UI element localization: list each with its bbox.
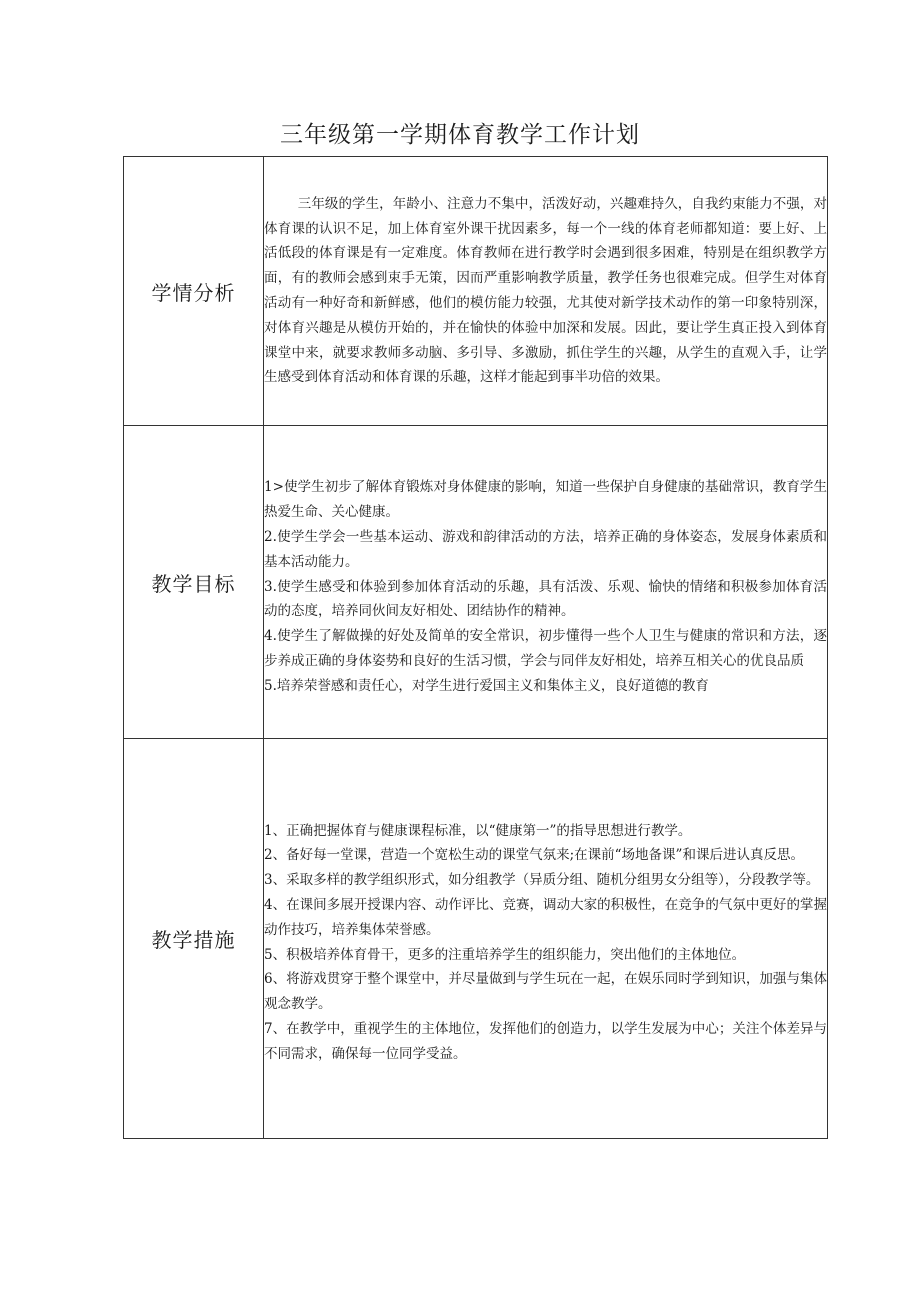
section-label-student-analysis: 学情分析 [124,157,264,426]
section-content-teaching-measures [264,739,828,1139]
section-row-student-analysis [124,157,828,426]
measure-item: 3、采取多样的教学组织形式，如分组教学（异质分组、随机分组男女分组等），分段教学等。 [264,872,820,889]
measure-item: 4、在课间多展开授课内容、动作评比、竞赛，调动大家的积极性，在竞争的气氛中更好的掌握动作技巧，培养集体荣誉感。 [264,896,827,938]
goal-item: 1>使学生初步了解体育锻炼对身体健康的影响，知道一些保护自身健康的基础常识，教育学生热爱生命、关心健康。 [264,479,827,521]
section-content-student-analysis [264,157,828,426]
section-label-teaching-goals: 教学目标 [124,426,264,739]
document-title: 三年级第一学期体育教学工作计划 [280,122,640,148]
measure-item: 5、积极培养体育骨干，更多的注重培养学生的组织能力，突出他们的主体地位。 [264,946,746,963]
goal-item: 3.使学生感受和体验到参加体育活动的乐趣，具有活泼、乐观、愉快的情绪和积极参加体育活动的态度，培养同伙间友好相处、团结协作的精神。 [264,578,827,620]
measure-item: 6、将游戏贯穿于整个课堂中，并尽量做到与学生玩在一起，在娱乐同时学到知识，加强与集体观念教学。 [264,971,827,1013]
goal-item: 5.培养荣誉感和责任心，对学生进行爱国主义和集体主义，良好道德的教育 [264,677,709,694]
section-label-teaching-measures: 教学措施 [124,739,264,1139]
measure-item: 2、备好每一堂课，营造一个宽松生动的课堂气氛来;在课前“场地备课”和课后进认真反思。 [264,847,804,864]
section-row-teaching-goals [124,426,828,739]
goal-item: 4.使学生了解做操的好处及简单的安全常识，初步懂得一些个人卫生与健康的常识和方法，逐步养成正确的身体姿势和良好的生活习惯，学会与同伴友好相处，培养互相关心的优良品质 [264,628,827,669]
student-analysis-paragraph: 三年级的学生，年龄小、注意力不集中，活泼好动，兴趣难持久，自我约束能力不强，对体育课的认识不足，加上体育室外课干扰因素多，每一个一线的体育老师都知道：要上好、上活低段的体育课是有一定难度。体育教师在进行教学时会遇到很多困难，特别是在组织教学方面，有的教师会感到束手无策，因而严重影响教学质量，教学任务也很难完成。但学生对体育活动有一种好奇和新鲜感，他们的模仿能力较强，尤其使对新学技术动作的第一印象特别深，对体育兴趣是从模仿开始的，并在愉快的体验中加深和发展。因此，要让学生真正投入到体育课堂中来，就要求教师多动脑、多引导、多激励，抓住学生的兴趣，从学生的直观入手，让学生感受到体育活动和体育课的乐趣，这样才能起到事半功倍的效果。 [264,195,827,386]
measure-item: 7、在教学中，重视学生的主体地位，发挥他们的创造力，以学生发展为中心；关注个体差异与不同需求，确保每一位同学受益。 [264,1020,827,1062]
section-row-teaching-measures [124,739,828,1139]
goal-item: 2.使学生学会一些基本运动、游戏和韵律活动的方法，培养正确的身体姿态，发展身体素质和基本活动能力。 [264,529,827,570]
plan-table [123,156,828,1139]
measure-item: 1、正确把握体育与健康课程标准，以“健康第一”的指导思想进行教学。 [264,822,692,839]
section-content-teaching-goals [264,426,828,739]
